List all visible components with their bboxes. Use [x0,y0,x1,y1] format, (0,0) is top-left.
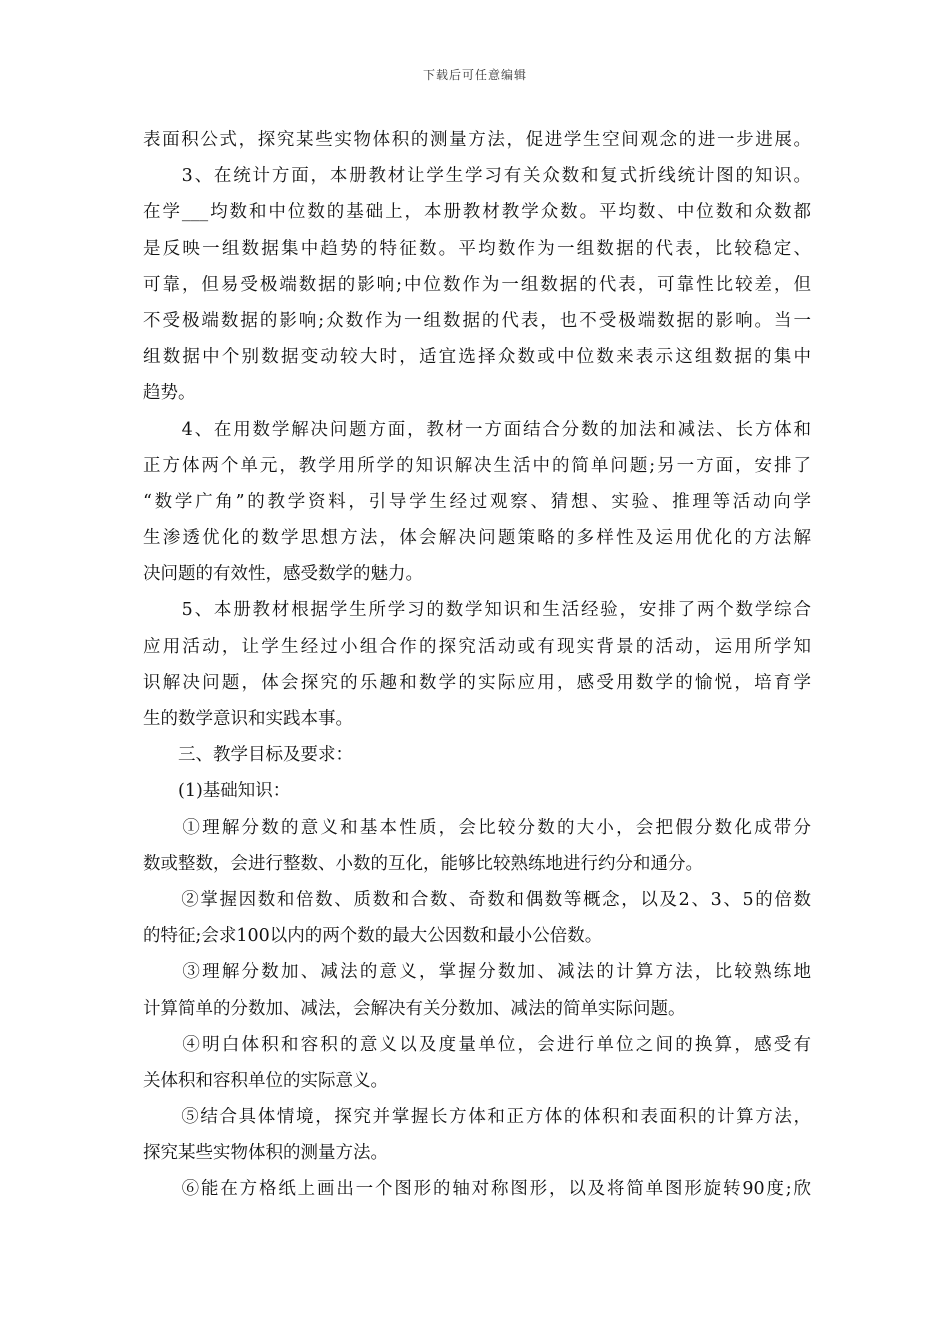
text-line: 探究某些实物体积的测量方法。 [143,1143,388,1164]
text-line: 3、在统计方面，本册教材让学生学习有关众数和复式折线统计图的知识。 [143,166,811,187]
text-line: ④明白体积和容积的意义以及度量单位，会进行单位之间的换算，感受有 [143,1034,811,1055]
text-line: 表面积公式，探究某些实物体积的测量方法，促进学生空间观念的进一步进展。 [143,130,811,150]
text-line: 趋势。 [143,383,196,404]
text-line: 在学___均数和中位数的基础上，本册教材教学众数。平均数、中位数和众数都 [143,202,811,223]
text-line: 组数据中个别数据变动较大时，适宜选择众数或中位数来表示这组数据的集中 [143,347,811,368]
text-line: 的特征;会求100以内的两个数的最大公因数和最小公倍数。 [143,926,603,947]
text-line: “数学广角”的教学资料，引导学生经过观察、猜想、实验、推理等活动向学 [143,491,811,512]
text-line: 5、本册教材根据学生所学习的数学知识和生活经验，安排了两个数学综合 [143,600,811,621]
body-text [143,122,811,1208]
text-line: 数或整数，会进行整数、小数的互化，能够比较熟练地进行约分和通分。 [143,853,703,874]
text-line: 决问题的有效性，感受数学的魅力。 [143,564,423,585]
text-line: 计算简单的分数加、减法，会解决有关分数加、减法的简单实际问题。 [143,998,686,1019]
text-line: ②掌握因数和倍数、质数和合数、奇数和偶数等概念，以及2、3、5的倍数 [143,889,811,910]
text-line: 应用活动，让学生经过小组合作的探究活动或有现实背景的活动，运用所学知 [143,636,811,657]
section-heading: 三、教学目标及要求： [143,745,353,766]
text-line: 生的数学意识和实践本事。 [143,709,353,729]
subsection-heading: (1)基础知识： [143,781,291,802]
text-line: 正方体两个单元，教学用所学的知识解决生活中的简单问题;另一方面，安排了 [143,455,811,476]
text-line: ③理解分数加、减法的意义，掌握分数加、减法的计算方法，比较熟练地 [143,962,811,983]
page-header: 下载后可任意编辑 [422,68,527,82]
text-line: ⑥能在方格纸上画出一个图形的轴对称图形，以及将简单图形旋转90度;欣 [143,1179,811,1200]
text-line: 生渗透优化的数学思想方法，体会解决问题策略的多样性及运用优化的方法解 [143,528,811,549]
text-line: 可靠，但易受极端数据的影响;中位数作为一组数据的代表，可靠性比较差，但 [143,274,811,295]
text-line: 4、在用数学解决问题方面，教材一方面结合分数的加法和减法、长方体和 [143,419,811,440]
text-line: 不受极端数据的影响;众数作为一组数据的代表，也不受极端数据的影响。当一 [143,310,811,331]
text-line: 是反映一组数据集中趋势的特征数。平均数作为一组数据的代表，比较稳定、 [143,238,811,259]
text-line: ①理解分数的意义和基本性质，会比较分数的大小，会把假分数化成带分 [143,817,811,838]
text-line: 关体积和容积单位的实际意义。 [143,1070,388,1091]
text-line: 识解决问题，体会探究的乐趣和数学的实际应用，感受用数学的愉悦，培育学 [143,672,811,693]
text-line: ⑤结合具体情境，探究并掌握长方体和正方体的体积和表面积的计算方法， [143,1107,811,1128]
